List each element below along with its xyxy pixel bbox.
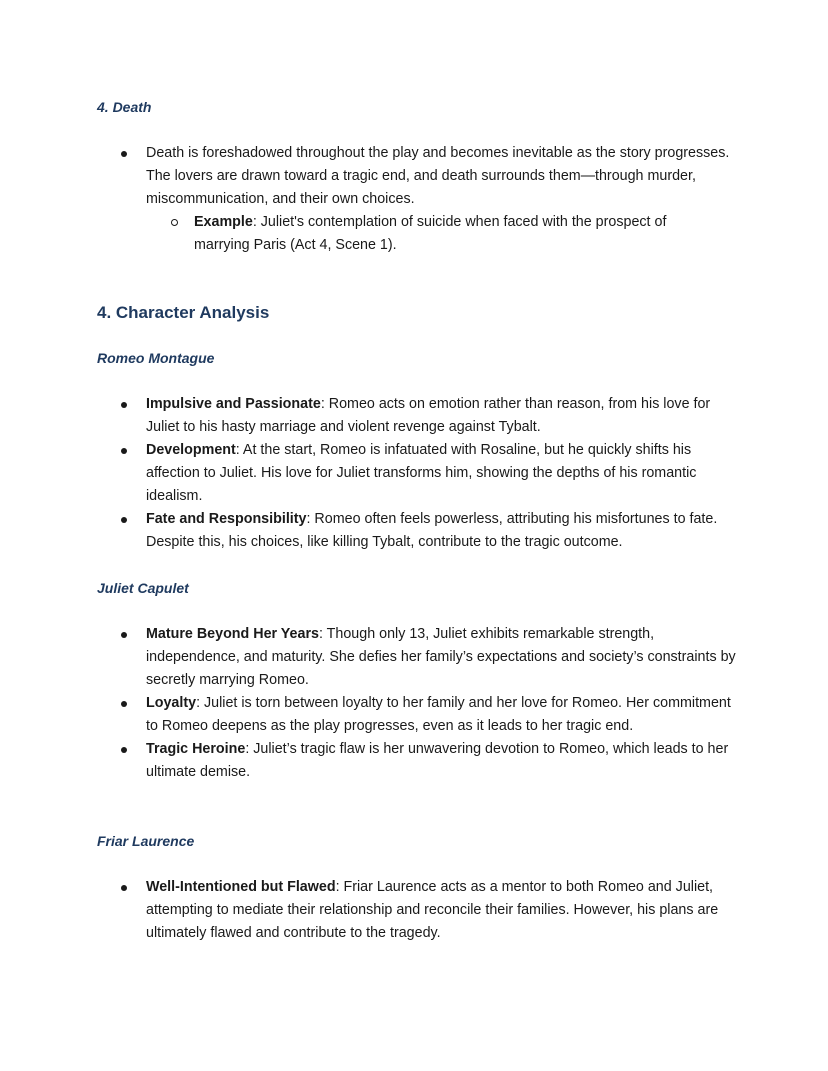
bullet-icon [121,402,127,408]
bullet-icon [121,885,127,891]
bullet-text: : Though only 13, Juliet exhibits remarkable strength, independence, and maturity. She defies her family’s expectations and society’s constraints by secretly marrying Romeo. [146,626,736,688]
bullet-term: Well-Intentioned but Flawed [146,879,336,895]
bullet-text: : Friar Laurence acts as a mentor to both Romeo and Juliet, attempting to mediate their relationship and reconcile their families. However, his plans are ultimately flawed and contribute to the tragedy. [146,879,719,941]
bullet-text: : Juliet’s tragic flaw is her unwavering devotion to Romeo, which leads to her ultimate demise. [146,741,729,780]
list-item [0,623,736,692]
hollow-bullet-icon [171,219,178,226]
bullet-text: : Romeo acts on emotion rather than reason, from his love for Juliet to his hasty marriage and violent revenge against Tybalt. [146,396,711,435]
bullet-text: Death is foreshadowed throughout the play and becomes inevitable as the story progresses. The lovers are drawn toward a tragic end, and death surrounds them—through murder, miscommunication, and their own choices. [146,145,730,207]
theme-death-list [0,142,736,257]
bullet-term: Development [146,442,236,458]
bullet-term: Fate and Responsibility [146,511,307,527]
bullet-text: : Romeo often feels powerless, attributing his misfortunes to fate. Despite this, his choices, like killing Tybalt, contribute to the tragic outcome. [146,511,718,550]
character-heading-romeo: Romeo Montague [97,350,215,366]
list-item [0,876,736,945]
bullet-text: : Juliet is torn between loyalty to her family and her love for Romeo. Her commitment to Romeo deepens as the play progresses, even as it leads to her tragic end. [146,695,731,734]
list-item [0,692,736,738]
list-item [0,508,736,554]
character-list-romeo [0,393,736,554]
bullet-term: Loyalty [146,695,197,711]
bullet-term: Mature Beyond Her Years [146,626,319,642]
list-item [0,393,736,439]
character-list-juliet [0,623,736,784]
bullet-icon [121,701,127,707]
bullet-icon [121,517,127,523]
list-item [0,439,736,508]
character-heading-juliet: Juliet Capulet [97,580,189,596]
sub-item-term: Example [194,214,253,230]
character-list-friar [0,876,736,945]
bullet-icon [121,632,127,638]
sub-list-item [146,211,694,257]
bullet-text: : At the start, Romeo is infatuated with Rosaline, but he quickly shifts his affection to Juliet. His love for Juliet transforms him, showing the depths of his romantic idealism. [146,442,697,504]
bullet-icon [121,151,127,157]
theme-death-heading: 4. Death [97,99,152,115]
list-item [0,738,736,784]
bullet-icon [121,747,127,753]
sub-list [146,211,736,257]
section-heading: 4. Character Analysis [97,303,270,322]
character-heading-friar: Friar Laurence [97,833,195,849]
bullet-term: Tragic Heroine [146,741,246,757]
sub-item-text: : Juliet's contemplation of suicide when faced with the prospect of marrying Paris (Act 4, Scene 1). [194,214,667,253]
bullet-icon [121,448,127,454]
bullet-term: Impulsive and Passionate [146,396,321,412]
list-item [0,142,736,257]
